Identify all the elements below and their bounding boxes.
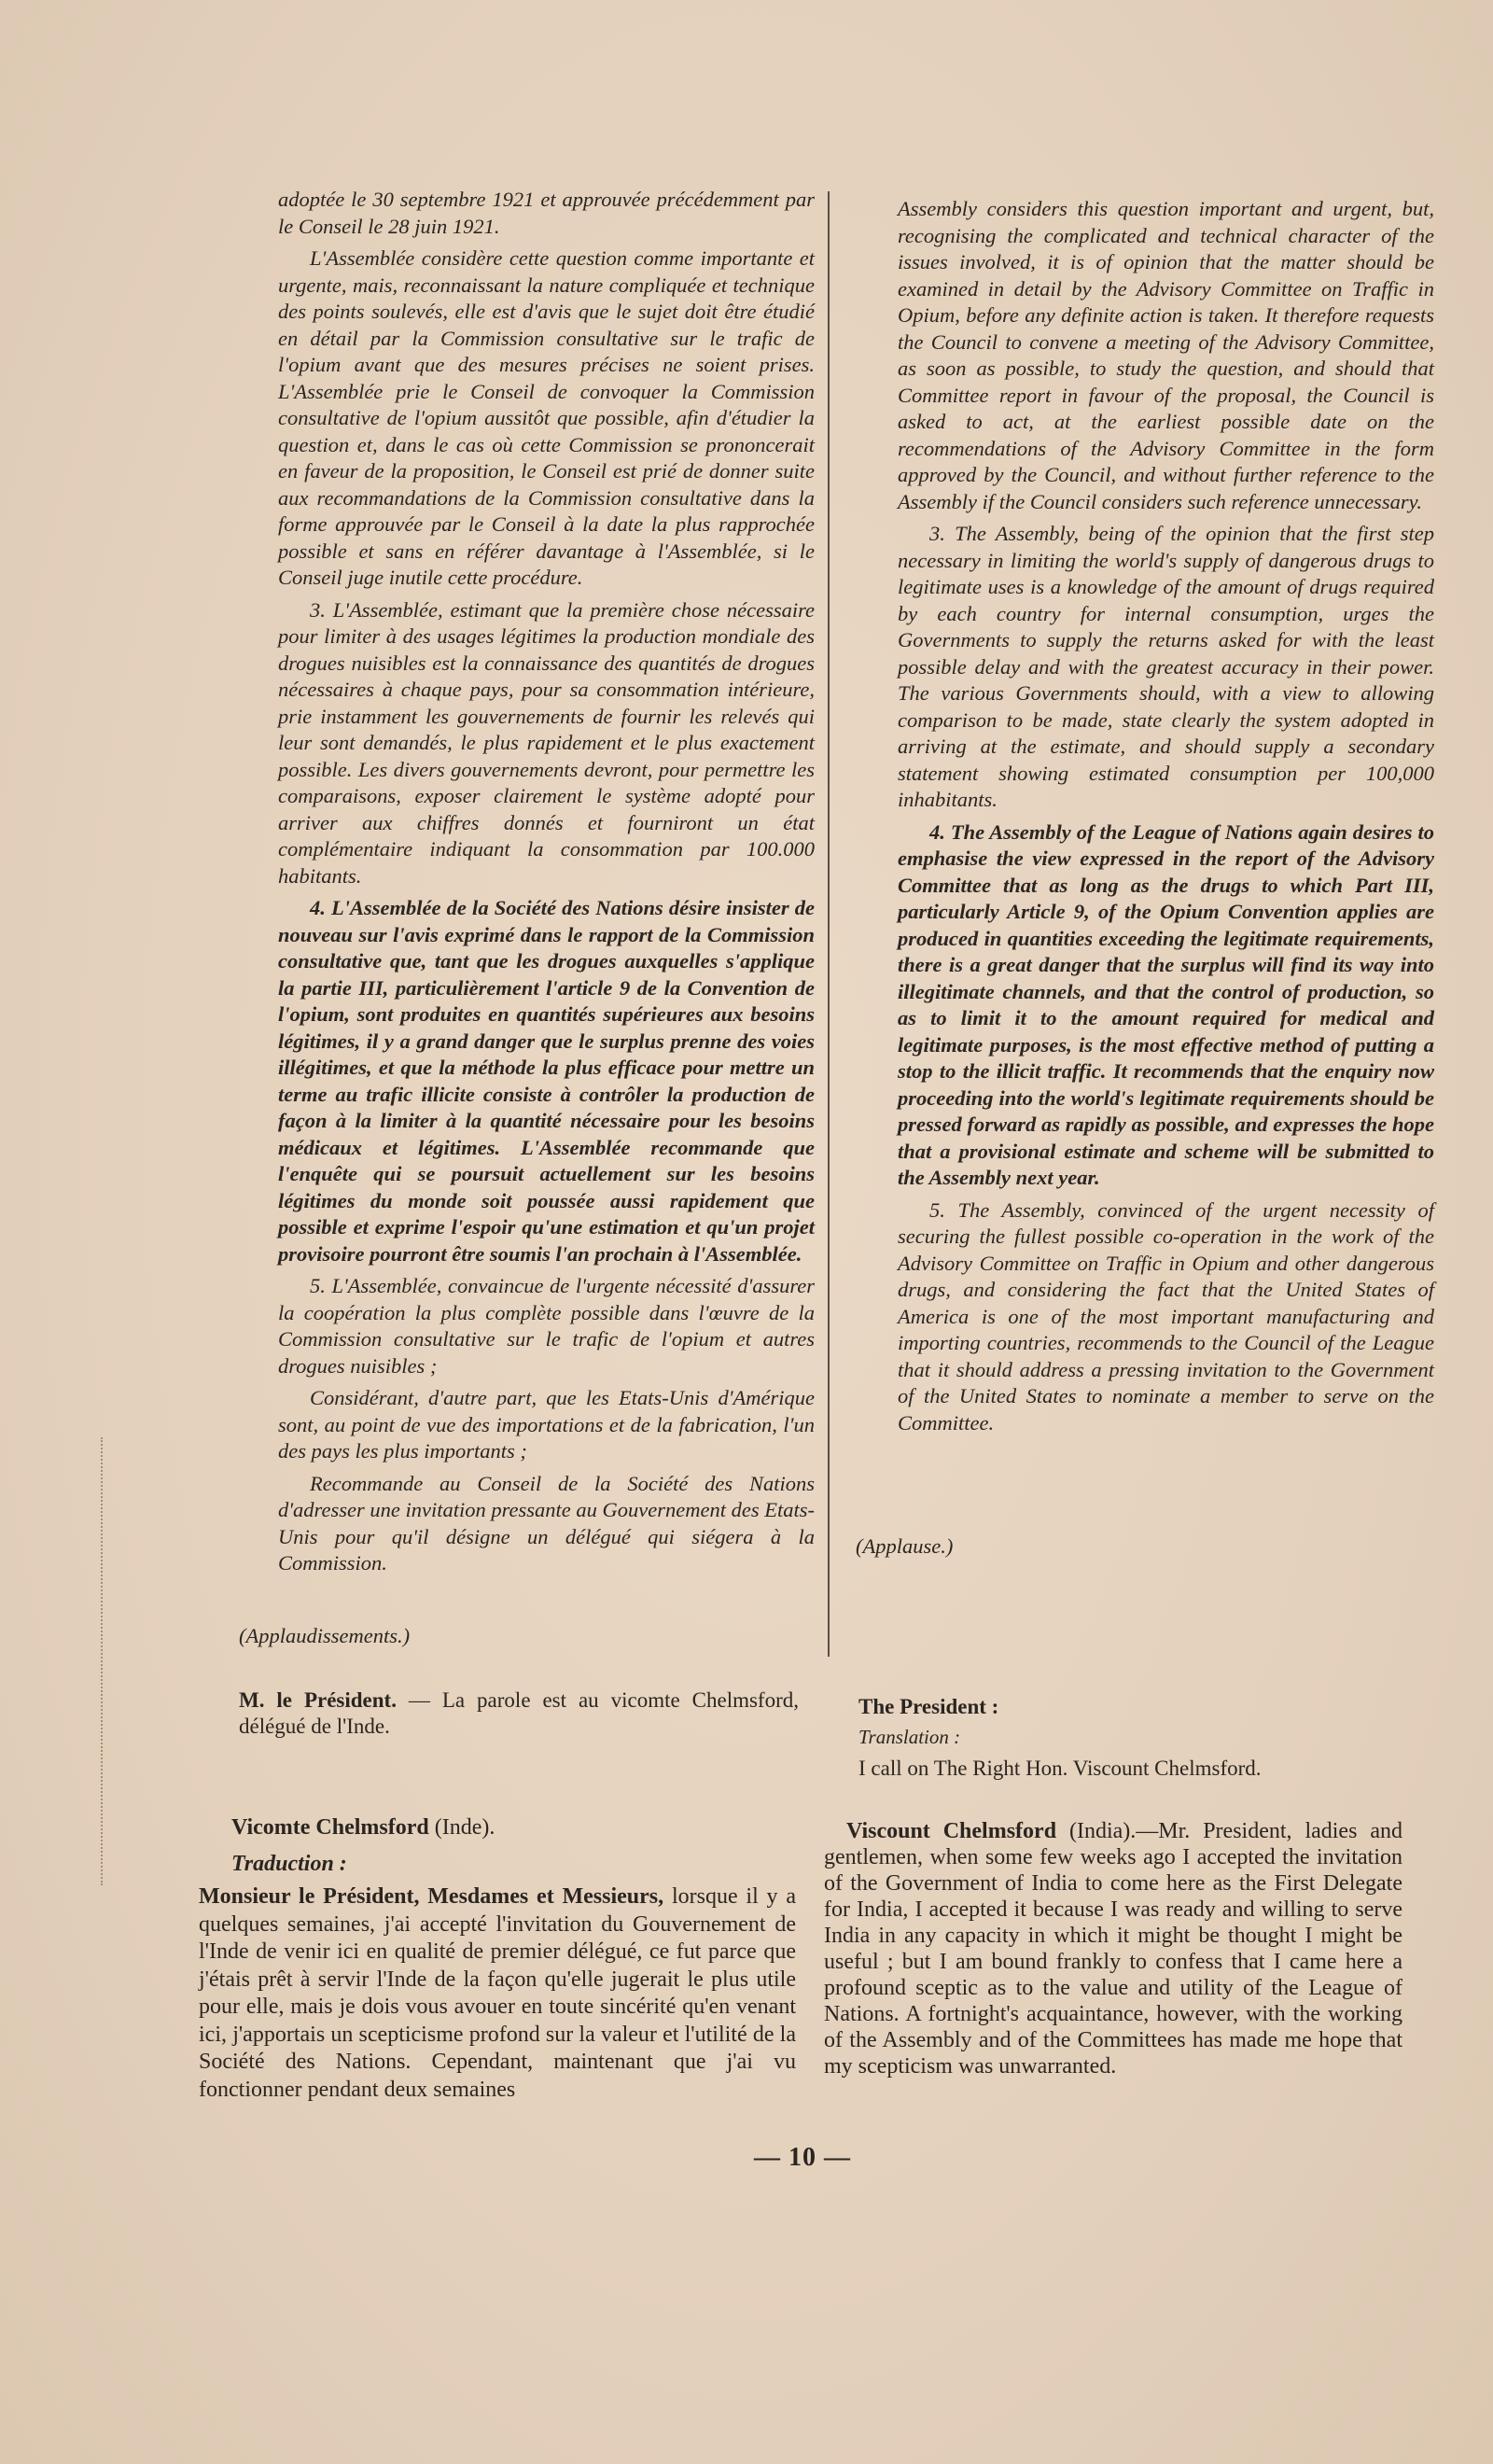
- applause-fr: (Applaudissements.): [239, 1624, 411, 1647]
- president-en-text: I call on The Right Hon. Viscount Chelmsford.: [858, 1757, 1262, 1780]
- fr-paragraph-5: 5. L'Assemblée, convaincue de l'urgente nécessité d'assurer la coopération la plus complète possible dans l'œuvre de la Commission consultative sur le trafic de l'opium et autres drogues nuisibles ;: [278, 1274, 815, 1378]
- page-number: — 10 —: [754, 2143, 851, 2172]
- en-paragraph-5: 5. The Assembly, convinced of the urgent necessity of securing the fullest possible co-operation in the work of the Advisory Committee on Traffic in Opium and other dangerous drugs, and considering the fact that the United States of America is one of the most important manufacturing and importing countries, recommends to the Council of the League that it should address a pressing invitation to the Government of the United States to nominate a member to serve on the Committee.: [898, 1197, 1434, 1435]
- en-paragraph-3: 3. The Assembly, being of the opinion that the first step necessary in limiting the world's supply of dangerous drugs to legitimate uses is a knowledge of the amount of drugs required by each country for internal consumption, urges the Governments to supply the returns asked for with the least possible delay and with the greatest accuracy in their power. The various Governments should, with a view to allowing comparison to be made, state clearly the system adopted in arriving at the estimate, and should supply a secondary statement showing estimated consumption per 100,000 inhabitants.: [898, 522, 1434, 811]
- fr-paragraph-1: adoptée le 30 septembre 1921 et approuvée précédemment par le Conseil le 28 juin 1921.: [278, 188, 815, 238]
- speaker-name-en: Viscount Chelmsford: [846, 1819, 1057, 1843]
- president-fr-speaker: M. le Président.: [239, 1688, 397, 1712]
- president-fr-text: — La parole est au vicomte Chelmsford, délégué de l'Inde.: [239, 1688, 799, 1738]
- president-en-speaker: The President :: [858, 1695, 999, 1718]
- speaker-heading-fr: [231, 1815, 495, 1841]
- fr-paragraph-7: Recommande au Conseil de la Société des Nations d'adresser une invitation pressante au Gouvernement des Etats-Unis pour qu'il désigne un délégué qui siégera à la Commission.: [278, 1471, 815, 1575]
- speech-fr-text: lorsque il y a quelques semaines, j'ai accepté l'invitation du Gouvernement de l'Inde de venir ici en qualité de premier délégué, ce fut parce que j'étais prêt à servir l'Inde de la façon qu'elle jugerait le plus utile pour elle, mais je dois vous avouer en toute sincérité qu'en venant ici, j'apportais un scepticisme profond sur la valeur et l'utilité de la Société des Nations. Cependant, maintenant que j'ai vu fonctionner pendant deux semaines: [199, 1884, 797, 2102]
- en-paragraph-4: 4. The Assembly of the League of Nations again desires to emphasise the view expressed in the report of the Advisory Committee that as long as the drugs to which Part III, particularly Article 9, of the Opium Convention applies are produced in quantities exceeding the legitimate requirements, there is a great danger that the surplus will find its way into illegitimate channels, and that the control of production, so as to limit it to the amount required for medical and legitimate purposes, is the most effective method of putting a stop to the illicit traffic. It recommends that the enquiry now proceeding into the world's legitimate requirements should be pressed forward as rapidly as possible, and expresses the hope that a provisional estimate and scheme will be submitted to the Assembly next year.: [898, 819, 1434, 1189]
- speech-body-en: [824, 1818, 1402, 2079]
- applause-en: (Applause.): [856, 1534, 954, 1558]
- fr-paragraph-2: L'Assemblée considère cette question comme importante et urgente, mais, reconnaissant la nature compliquée et technique des points soulevés, elle est d'avis que le sujet doit être étudié en détail par la Commission consultative sur le trafic de l'opium avant que des mesures précises ne soient prises. L'Assemblée prie le Conseil de convoquer la Commission consultative de l'opium aussitôt que possible, afin d'étudier la question et, dans le cas où cette Commission se prononcerait en faveur de la proposition, le Conseil est prié de donner suite aux recommandations de la Commission consultative dans la forme approuvée par le Conseil à la date la plus rapprochée possible et sans en référer davantage à l'Assemblée, si le Conseil juge inutile cette procédure.: [278, 246, 815, 589]
- fr-paragraph-6: Considérant, d'autre part, que les Etats-Unis d'Amérique sont, au point de vue des importations et de la fabrication, l'un des pays les plus importants ;: [278, 1386, 815, 1463]
- speaker-delegation-fr: (Inde).: [428, 1815, 495, 1840]
- fr-paragraph-4: 4. L'Assemblée de la Société des Nations désire insister de nouveau sur l'avis exprimé dans le rapport de la Commission consultative que, tant que les drogues auxquelles s'applique la partie III, particulièrement l'article 9 de la Convention de l'opium, sont produites en quantités supérieures aux besoins légitimes, il y a grand danger que le surplus prenne des voies illégitimes, et que la méthode la plus efficace pour mettre un terme au trafic illicite consiste à contrôler la production de façon à la limiter à la quantité nécessaire pour les besoins médicaux et légitimes. L'Assemblée recommande que l'enquête qui se poursuit actuellement sur les besoins légitimes du monde soit poussée aussi rapidement que possible et exprime l'espoir qu'une estimation et qu'un projet provisoire pourront être soumis l'an prochain à l'Assemblée.: [278, 896, 815, 1266]
- column-divider: [828, 191, 830, 1657]
- english-resolution-column: [898, 196, 1434, 1442]
- president-fr-statement: [239, 1687, 799, 1740]
- president-en-translation-label: Translation :: [858, 1726, 961, 1748]
- president-en-statement: [858, 1694, 1418, 1782]
- en-paragraph-1: Assembly considers this question important and urgent, but, recognising the complicated and technical character of the issues involved, it is of opinion that the matter should be examined in detail by the Advisory Committee on Traffic in Opium, before any definite action is taken. It therefore requests the Council to convene a meeting of the Advisory Committee, as soon as possible, to study the question, and should that Committee report in favour of the proposal, the Council is asked to act, at the earliest possible date on the recommendations of the Advisory Committee in the form approved by the Council, and without further reference to the Assembly if the Council considers such reference unnecessary.: [898, 197, 1434, 513]
- traduction-label: Traduction :: [231, 1852, 347, 1876]
- fr-paragraph-3: 3. L'Assemblée, estimant que la première chose nécessaire pour limiter à des usages légitimes la production mondiale des drogues nuisibles est la connaissance des quantités de drogues nécessaires à chaque pays, pour sa consommation intérieure, prie instamment les gouvernements de fournir les relevés qui leur sont demandés, le plus rapidement et le plus exactement possible. Les divers gouvernements devront, pour permettre les comparaisons, exposer clairement le système adopté pour arriver aux chiffres donnés et fourniront un état complémentaire indiquant la consommation par 100.000 habitants.: [278, 597, 815, 888]
- margin-punch-marks: [101, 1437, 106, 1885]
- speech-fr-salutation: Monsieur le Président, Mesdames et Messieurs,: [199, 1884, 664, 1909]
- speech-body-fr: [199, 1883, 796, 2104]
- speaker-name-fr: Vicomte Chelmsford: [231, 1815, 429, 1840]
- speech-en-text: (India).—Mr. President, ladies and gentlemen, when some few weeks ago I accepted the invitation of the Government of India to come here as the First Delegate for India, I accepted it because I was ready and willing to serve India in any capacity in which it might be thought I might be useful ; but I am bound frankly to confess that I came here a profound sceptic as to the value and utility of the League of Nations. A fortnight's acquaintance, however, with the working of the Assembly and of the Committees has made me hope that my scepticism was unwarranted.: [824, 1819, 1402, 2079]
- french-resolution-column: [278, 187, 815, 1583]
